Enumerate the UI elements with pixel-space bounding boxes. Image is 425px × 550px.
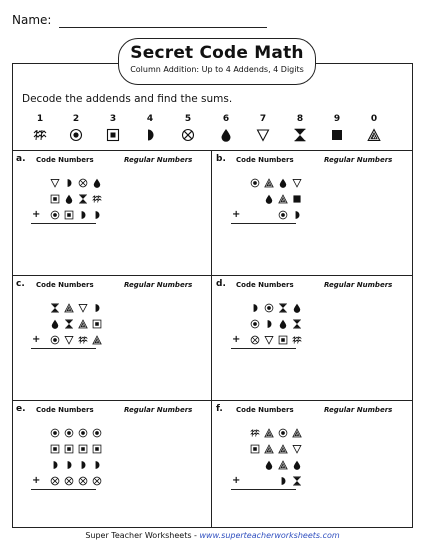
triangle-hatched-icon bbox=[367, 128, 381, 142]
problem-panel-d bbox=[212, 275, 413, 400]
instructions: Decode the addends and find the sums. bbox=[22, 93, 233, 105]
square-icon bbox=[292, 194, 302, 204]
addend-row bbox=[32, 176, 112, 192]
code-numbers-label: Code Numbers bbox=[36, 156, 94, 164]
circle-dot-icon bbox=[50, 428, 60, 438]
drop-icon bbox=[278, 178, 288, 188]
problem-letter: b. bbox=[216, 154, 226, 164]
circle-x-icon bbox=[78, 178, 88, 188]
square-dot-icon bbox=[50, 194, 60, 204]
waves-icon bbox=[78, 335, 88, 345]
plus-sign: + bbox=[232, 334, 241, 345]
key-digit-1: 1 bbox=[36, 114, 44, 124]
circle-dot-icon bbox=[50, 210, 60, 220]
regular-numbers-label: Regular Numbers bbox=[324, 406, 393, 414]
sum-line bbox=[31, 489, 96, 490]
square-dot-icon bbox=[278, 335, 288, 345]
half-moon-icon bbox=[292, 210, 302, 220]
drop-icon bbox=[264, 460, 274, 470]
triangle-hatched-icon bbox=[292, 428, 302, 438]
half-moon-icon bbox=[78, 460, 88, 470]
addition-problem bbox=[32, 176, 112, 224]
triangle-hatched-icon bbox=[78, 319, 88, 329]
square-dot-icon bbox=[106, 128, 120, 142]
half-moon-icon bbox=[50, 460, 60, 470]
triangle-hatched-icon bbox=[278, 194, 288, 204]
triangle-down-icon bbox=[64, 335, 74, 345]
key-digit-3: 3 bbox=[109, 114, 117, 124]
square-icon bbox=[330, 128, 344, 142]
code-numbers-label: Code Numbers bbox=[236, 156, 294, 164]
circle-x-icon bbox=[50, 476, 60, 486]
footer-text: Super Teacher Worksheets - bbox=[85, 531, 200, 540]
drop-icon bbox=[264, 194, 274, 204]
triangle-hatched-icon bbox=[264, 178, 274, 188]
drop-icon bbox=[278, 319, 288, 329]
addition-problem bbox=[32, 301, 112, 349]
page-subtitle: Column Addition: Up to 4 Addends, 4 Digits bbox=[130, 65, 304, 74]
half-moon-icon bbox=[92, 460, 102, 470]
square-dot-icon bbox=[92, 319, 102, 329]
title-box bbox=[118, 38, 316, 85]
addend-row bbox=[232, 208, 312, 224]
plus-sign: + bbox=[232, 475, 241, 486]
circle-dot-icon bbox=[64, 428, 74, 438]
square-dot-icon bbox=[64, 210, 74, 220]
problem-panel-c bbox=[12, 275, 212, 400]
addend-row bbox=[32, 458, 112, 474]
triangle-down-icon bbox=[78, 303, 88, 313]
key-digit-6: 6 bbox=[222, 114, 230, 124]
drop-icon bbox=[292, 460, 302, 470]
half-moon-icon bbox=[92, 210, 102, 220]
waves-icon bbox=[92, 194, 102, 204]
square-dot-icon bbox=[50, 444, 60, 454]
circle-dot-icon bbox=[78, 428, 88, 438]
problem-letter: c. bbox=[16, 279, 25, 289]
regular-numbers-label: Regular Numbers bbox=[324, 281, 393, 289]
circle-x-icon bbox=[92, 476, 102, 486]
drop-icon bbox=[92, 178, 102, 188]
triangle-down-icon bbox=[50, 178, 60, 188]
circle-x-icon bbox=[181, 128, 195, 142]
square-dot-icon bbox=[92, 444, 102, 454]
addend-row bbox=[232, 458, 312, 474]
problem-panel-b bbox=[212, 150, 413, 275]
code-numbers-label: Code Numbers bbox=[236, 281, 294, 289]
triangle-hatched-icon bbox=[278, 460, 288, 470]
plus-sign: + bbox=[32, 334, 41, 345]
half-moon-icon bbox=[278, 476, 288, 486]
hourglass-icon bbox=[64, 319, 74, 329]
sum-line bbox=[231, 348, 296, 349]
hourglass-icon bbox=[50, 303, 60, 313]
addition-problem bbox=[232, 426, 312, 490]
circle-x-icon bbox=[64, 476, 74, 486]
key-digit-9: 9 bbox=[333, 114, 341, 124]
key-digit-4: 4 bbox=[146, 114, 154, 124]
page-title: Secret Code Math bbox=[130, 43, 304, 63]
addend-row bbox=[32, 442, 112, 458]
code-numbers-label: Code Numbers bbox=[36, 406, 94, 414]
addend-row bbox=[232, 426, 312, 442]
hourglass-icon bbox=[78, 194, 88, 204]
problem-letter: f. bbox=[216, 404, 223, 414]
sum-line bbox=[31, 348, 96, 349]
drop-icon bbox=[219, 128, 233, 142]
triangle-hatched-icon bbox=[264, 428, 274, 438]
addend-row bbox=[232, 192, 312, 208]
hourglass-icon bbox=[278, 303, 288, 313]
problem-letter: d. bbox=[216, 279, 226, 289]
addend-row bbox=[32, 192, 112, 208]
triangle-down-icon bbox=[256, 128, 270, 142]
triangle-hatched-icon bbox=[264, 444, 274, 454]
half-moon-icon bbox=[64, 460, 74, 470]
key-digit-8: 8 bbox=[296, 114, 304, 124]
addend-row bbox=[232, 442, 312, 458]
addend-row bbox=[232, 176, 312, 192]
triangle-down-icon bbox=[264, 335, 274, 345]
key-digit-0: 0 bbox=[370, 114, 378, 124]
addition-problem bbox=[232, 301, 312, 349]
hourglass-icon bbox=[292, 476, 302, 486]
half-moon-icon bbox=[78, 210, 88, 220]
name-line[interactable] bbox=[59, 27, 267, 28]
circle-dot-icon bbox=[250, 319, 260, 329]
code-numbers-label: Code Numbers bbox=[36, 281, 94, 289]
addend-row bbox=[32, 208, 112, 224]
drop-icon bbox=[50, 319, 60, 329]
addition-problem bbox=[232, 176, 312, 224]
circle-x-icon bbox=[250, 335, 260, 345]
plus-sign: + bbox=[232, 209, 241, 220]
key-digit-7: 7 bbox=[259, 114, 267, 124]
circle-dot-icon bbox=[264, 303, 274, 313]
key-digit-5: 5 bbox=[184, 114, 192, 124]
circle-dot-icon bbox=[278, 428, 288, 438]
regular-numbers-label: Regular Numbers bbox=[124, 406, 193, 414]
hourglass-icon bbox=[292, 319, 302, 329]
problem-panel-e bbox=[12, 400, 212, 528]
name-label: Name: bbox=[12, 13, 52, 27]
circle-dot-icon bbox=[278, 210, 288, 220]
problem-panel-f bbox=[212, 400, 413, 528]
sum-line bbox=[231, 223, 296, 224]
triangle-down-icon bbox=[292, 444, 302, 454]
problem-letter: e. bbox=[16, 404, 26, 414]
square-dot-icon bbox=[64, 444, 74, 454]
circle-dot-icon bbox=[50, 335, 60, 345]
plus-sign: + bbox=[32, 209, 41, 220]
key-digit-2: 2 bbox=[72, 114, 80, 124]
half-moon-icon bbox=[64, 178, 74, 188]
footer-link[interactable]: www.superteacherworksheets.com bbox=[199, 531, 340, 540]
circle-x-icon bbox=[78, 476, 88, 486]
circle-dot-icon bbox=[92, 428, 102, 438]
regular-numbers-label: Regular Numbers bbox=[124, 281, 193, 289]
plus-sign: + bbox=[32, 475, 41, 486]
addend-row bbox=[232, 301, 312, 317]
addend-row bbox=[32, 426, 112, 442]
drop-icon bbox=[292, 303, 302, 313]
square-dot-icon bbox=[78, 444, 88, 454]
addend-row bbox=[32, 333, 112, 349]
half-moon-icon bbox=[143, 128, 157, 142]
square-dot-icon bbox=[250, 444, 260, 454]
half-moon-icon bbox=[264, 319, 274, 329]
regular-numbers-label: Regular Numbers bbox=[124, 156, 193, 164]
addend-row bbox=[32, 317, 112, 333]
sum-line bbox=[231, 489, 296, 490]
problem-panel-a bbox=[12, 150, 212, 275]
addend-row bbox=[232, 317, 312, 333]
footer bbox=[0, 531, 425, 540]
addition-problem bbox=[32, 426, 112, 490]
addend-row bbox=[232, 333, 312, 349]
half-moon-icon bbox=[250, 303, 260, 313]
waves-icon bbox=[33, 128, 47, 142]
triangle-hatched-icon bbox=[278, 444, 288, 454]
addend-row bbox=[32, 301, 112, 317]
triangle-hatched-icon bbox=[64, 303, 74, 313]
regular-numbers-label: Regular Numbers bbox=[324, 156, 393, 164]
hourglass-icon bbox=[293, 128, 307, 142]
waves-icon bbox=[292, 335, 302, 345]
waves-icon bbox=[250, 428, 260, 438]
sum-line bbox=[31, 223, 96, 224]
triangle-hatched-icon bbox=[92, 335, 102, 345]
drop-icon bbox=[64, 194, 74, 204]
addend-row bbox=[32, 474, 112, 490]
code-numbers-label: Code Numbers bbox=[236, 406, 294, 414]
circle-dot-icon bbox=[69, 128, 83, 142]
problem-letter: a. bbox=[16, 154, 26, 164]
half-moon-icon bbox=[92, 303, 102, 313]
addend-row bbox=[232, 474, 312, 490]
circle-dot-icon bbox=[250, 178, 260, 188]
triangle-down-icon bbox=[292, 178, 302, 188]
